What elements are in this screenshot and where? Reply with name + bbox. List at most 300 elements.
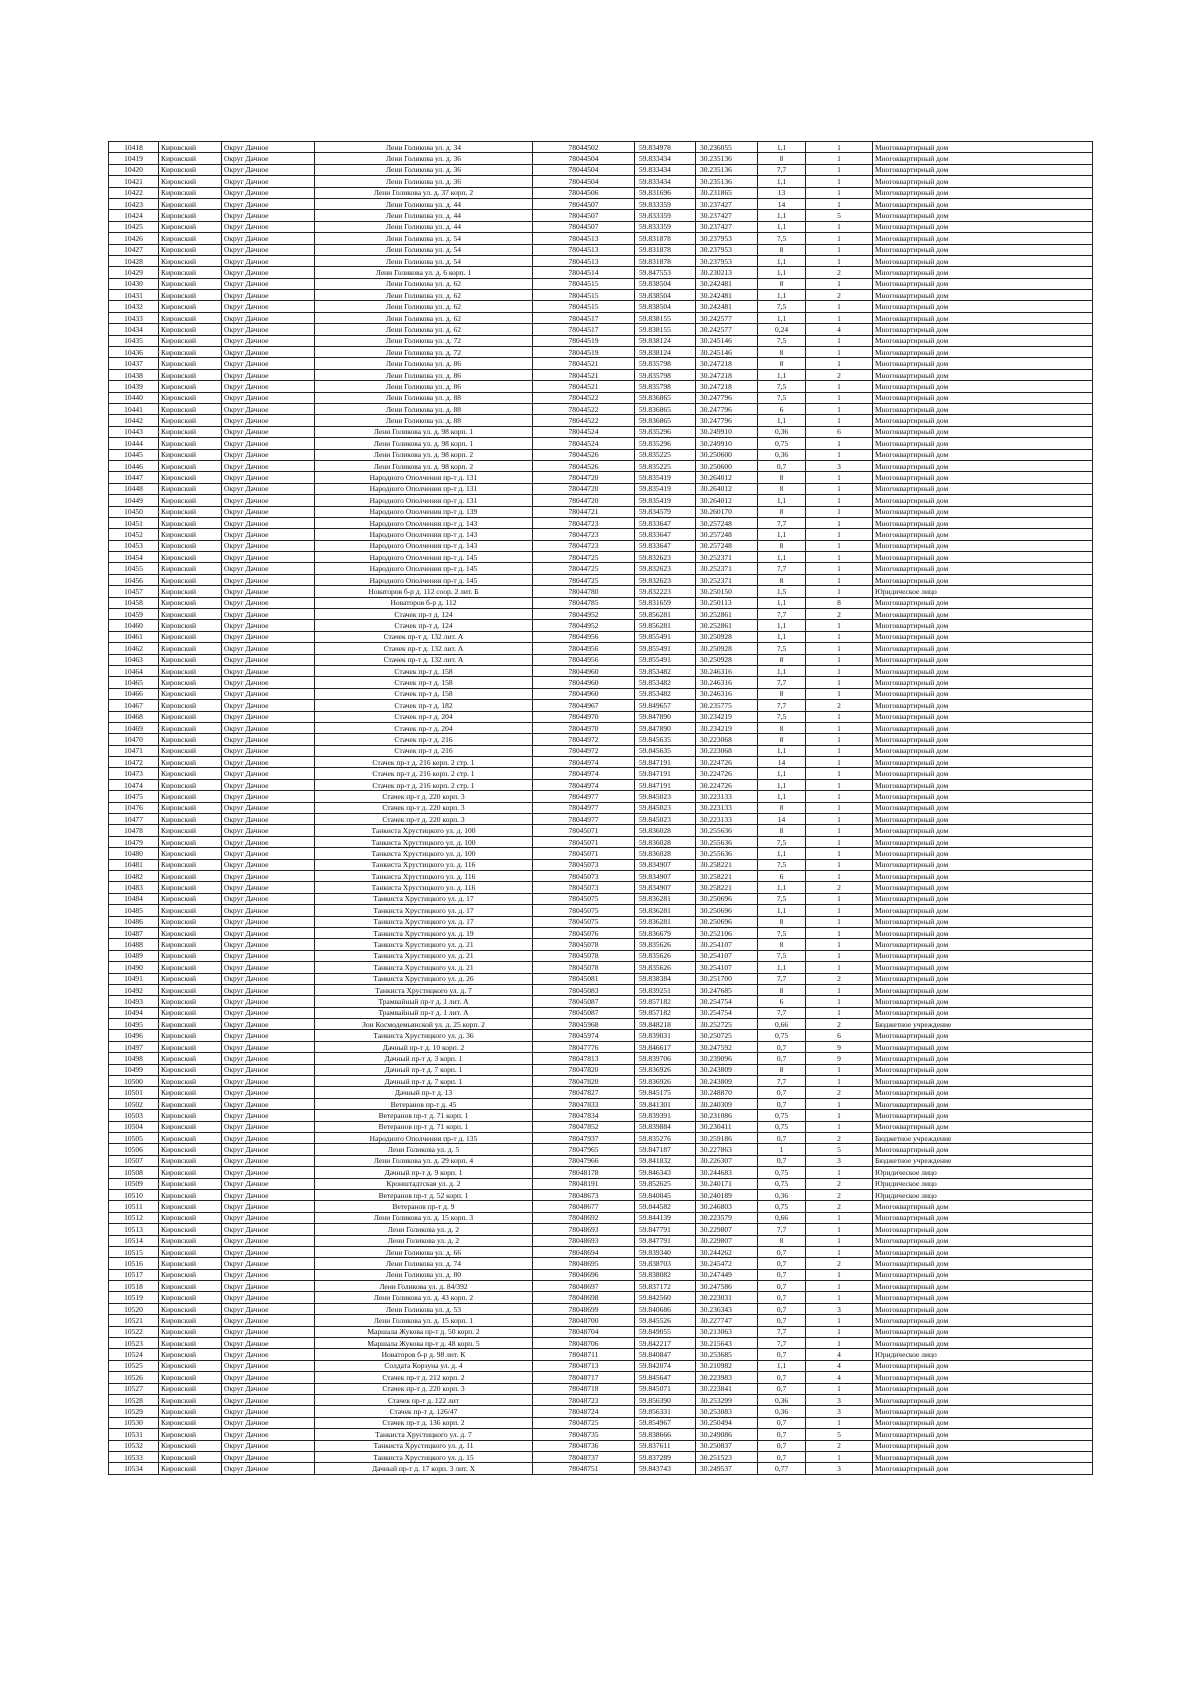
row-id: 10420: [109, 164, 159, 175]
count-cell: 1: [806, 506, 873, 517]
count-cell: 1: [806, 221, 873, 232]
latitude-cell: 59.836679: [635, 927, 696, 938]
latitude-cell: 59.836281: [635, 893, 696, 904]
count-cell: 1: [806, 871, 873, 882]
district-cell: Кировский: [159, 927, 222, 938]
address-cell: Стачек пр-т д. 220 корп. 3: [315, 791, 533, 802]
count-cell: 1: [806, 1098, 873, 1109]
address-cell: Лени Голикова ул. д. 54: [315, 255, 533, 266]
district-cell: Кировский: [159, 210, 222, 221]
row-id: 10508: [109, 1167, 159, 1178]
address-cell: Стачек пр-т д. 204: [315, 711, 533, 722]
longitude-cell: 30.236343: [696, 1303, 758, 1314]
row-id: 10526: [109, 1372, 159, 1383]
municipality-cell: Округ Дачное: [222, 757, 315, 768]
type-cell: Многоквартирный дом: [873, 1007, 1093, 1018]
type-cell: Многоквартирный дом: [873, 779, 1093, 790]
longitude-cell: 30.223068: [696, 734, 758, 745]
count-cell: 1: [806, 164, 873, 175]
latitude-cell: 59.852625: [635, 1178, 696, 1189]
row-id: 10518: [109, 1281, 159, 1292]
latitude-cell: 59.833647: [635, 529, 696, 540]
latitude-cell: 59.835798: [635, 369, 696, 380]
latitude-cell: 59.840847: [635, 1349, 696, 1360]
row-id: 10477: [109, 814, 159, 825]
volume-cell: 1,1: [758, 415, 806, 426]
table-row: [109, 1201, 1093, 1212]
district-cell: Кировский: [159, 1372, 222, 1383]
volume-cell: 7,5: [758, 950, 806, 961]
volume-cell: 7,7: [758, 609, 806, 620]
row-id: 10475: [109, 791, 159, 802]
district-cell: Кировский: [159, 335, 222, 346]
volume-cell: 0,7: [758, 1292, 806, 1303]
longitude-cell: 30.223133: [696, 791, 758, 802]
code-cell: 78048677: [533, 1201, 635, 1212]
type-cell: Многоквартирный дом: [873, 950, 1093, 961]
code-cell: 78047852: [533, 1121, 635, 1132]
row-id: 10439: [109, 381, 159, 392]
address-cell: Народного Ополчения пр-т д. 135: [315, 1132, 533, 1143]
longitude-cell: 30.253083: [696, 1406, 758, 1417]
longitude-cell: 30.235775: [696, 700, 758, 711]
count-cell: 1: [806, 859, 873, 870]
count-cell: 1: [806, 1235, 873, 1246]
latitude-cell: 59.836281: [635, 916, 696, 927]
address-cell: Лени Голикова ул. д. 37 корп. 2: [315, 187, 533, 198]
code-cell: 78048696: [533, 1269, 635, 1280]
table-row: [109, 1132, 1093, 1143]
latitude-cell: 59.832623: [635, 552, 696, 563]
longitude-cell: 30.237953: [696, 255, 758, 266]
latitude-cell: 59.843743: [635, 1463, 696, 1474]
municipality-cell: Округ Дачное: [222, 244, 315, 255]
longitude-cell: 30.253299: [696, 1394, 758, 1405]
longitude-cell: 30.258221: [696, 859, 758, 870]
type-cell: Многоквартирный дом: [873, 358, 1093, 369]
district-cell: Кировский: [159, 301, 222, 312]
table-row: [109, 745, 1093, 756]
code-cell: 78045078: [533, 962, 635, 973]
address-cell: Стачек пр-т д. 132 лит. А: [315, 643, 533, 654]
longitude-cell: 30.223579: [696, 1212, 758, 1223]
district-cell: Кировский: [159, 1201, 222, 1212]
volume-cell: 14: [758, 198, 806, 209]
volume-cell: 0,75: [758, 1121, 806, 1132]
district-cell: Кировский: [159, 836, 222, 847]
municipality-cell: Округ Дачное: [222, 1121, 315, 1132]
municipality-cell: Округ Дачное: [222, 1394, 315, 1405]
longitude-cell: 30.257248: [696, 529, 758, 540]
address-cell: Лени Голикова ул. д. 29 корп. 4: [315, 1155, 533, 1166]
volume-cell: 7,5: [758, 836, 806, 847]
row-id: 10449: [109, 495, 159, 506]
count-cell: 1: [806, 574, 873, 585]
code-cell: 78044517: [533, 312, 635, 323]
code-cell: 78045071: [533, 848, 635, 859]
code-cell: 78044515: [533, 278, 635, 289]
table-row: [109, 586, 1093, 597]
address-cell: Народного Ополчения пр-т д. 143: [315, 540, 533, 551]
count-cell: 1: [806, 563, 873, 574]
latitude-cell: 59.835626: [635, 950, 696, 961]
district-cell: Кировский: [159, 1053, 222, 1064]
municipality-cell: Округ Дачное: [222, 324, 315, 335]
count-cell: 5: [806, 1429, 873, 1440]
table-row: [109, 848, 1093, 859]
municipality-cell: Округ Дачное: [222, 1429, 315, 1440]
table-row: [109, 1258, 1093, 1269]
municipality-cell: Округ Дачное: [222, 631, 315, 642]
latitude-cell: 59.855491: [635, 654, 696, 665]
volume-cell: 1,1: [758, 962, 806, 973]
count-cell: 1: [806, 950, 873, 961]
district-cell: Кировский: [159, 722, 222, 733]
address-cell: Танкиста Хрустицкого ул. д. 11: [315, 1440, 533, 1451]
address-cell: Ветеранов пр-т д. 71 корп. 1: [315, 1110, 533, 1121]
type-cell: Многоквартирный дом: [873, 1224, 1093, 1235]
longitude-cell: 30.235136: [696, 176, 758, 187]
district-cell: Кировский: [159, 916, 222, 927]
longitude-cell: 30.229807: [696, 1224, 758, 1235]
district-cell: Кировский: [159, 506, 222, 517]
volume-cell: 7,5: [758, 335, 806, 346]
address-cell: Дачный пр-т д. 7 корп. 1: [315, 1064, 533, 1075]
type-cell: Многоквартирный дом: [873, 665, 1093, 676]
count-cell: 1: [806, 643, 873, 654]
latitude-cell: 59.838666: [635, 1429, 696, 1440]
count-cell: 1: [806, 1292, 873, 1303]
type-cell: Многоквартирный дом: [873, 1030, 1093, 1041]
code-cell: 78044974: [533, 768, 635, 779]
volume-cell: 1,1: [758, 312, 806, 323]
type-cell: Многоквартирный дом: [873, 278, 1093, 289]
code-cell: 78048699: [533, 1303, 635, 1314]
municipality-cell: Округ Дачное: [222, 1258, 315, 1269]
address-cell: Лени Голикова ул. д. 98 корп. 2: [315, 449, 533, 460]
volume-cell: 8: [758, 358, 806, 369]
code-cell: 78048718: [533, 1383, 635, 1394]
latitude-cell: 59.857182: [635, 996, 696, 1007]
code-cell: 78048717: [533, 1372, 635, 1383]
count-cell: 1: [806, 415, 873, 426]
district-cell: Кировский: [159, 745, 222, 756]
table-row: [109, 1429, 1093, 1440]
address-cell: Лени Голикова ул. д. 86: [315, 381, 533, 392]
count-cell: 1: [806, 438, 873, 449]
code-cell: 78044526: [533, 449, 635, 460]
latitude-cell: 59.833647: [635, 517, 696, 528]
longitude-cell: 30.234219: [696, 711, 758, 722]
code-cell: 78045076: [533, 927, 635, 938]
table-row: [109, 290, 1093, 301]
district-cell: Кировский: [159, 187, 222, 198]
latitude-cell: 59.849657: [635, 700, 696, 711]
municipality-cell: Округ Дачное: [222, 1053, 315, 1064]
municipality-cell: Округ Дачное: [222, 358, 315, 369]
address-cell: Стачек пр-т д. 216 корп. 2 стр. 1: [315, 757, 533, 768]
code-cell: 78044513: [533, 233, 635, 244]
table-row: [109, 495, 1093, 506]
volume-cell: 0,7: [758, 1087, 806, 1098]
type-cell: Многоквартирный дом: [873, 187, 1093, 198]
municipality-cell: Округ Дачное: [222, 609, 315, 620]
district-cell: Кировский: [159, 221, 222, 232]
municipality-cell: Округ Дачное: [222, 1030, 315, 1041]
row-id: 10437: [109, 358, 159, 369]
table-row: [109, 1098, 1093, 1109]
address-cell: Танкиста Хрустицкого ул. д. 36: [315, 1030, 533, 1041]
table-row: [109, 1246, 1093, 1257]
volume-cell: 8: [758, 278, 806, 289]
type-cell: Многоквартирный дом: [873, 1246, 1093, 1257]
table-row: [109, 1349, 1093, 1360]
count-cell: 1: [806, 984, 873, 995]
address-cell: Стачек пр-т д. 124: [315, 609, 533, 620]
longitude-cell: 30.251700: [696, 973, 758, 984]
municipality-cell: Округ Дачное: [222, 665, 315, 676]
latitude-cell: 59.833359: [635, 210, 696, 221]
row-id: 10460: [109, 620, 159, 631]
address-cell: Трамвайный пр-т д. 1 лит. А: [315, 996, 533, 1007]
count-cell: 1: [806, 688, 873, 699]
type-cell: Многоквартирный дом: [873, 415, 1093, 426]
municipality-cell: Округ Дачное: [222, 950, 315, 961]
code-cell: 78045075: [533, 905, 635, 916]
type-cell: Многоквартирный дом: [873, 381, 1093, 392]
type-cell: Многоквартирный дом: [873, 392, 1093, 403]
district-cell: Кировский: [159, 620, 222, 631]
latitude-cell: 59.831659: [635, 597, 696, 608]
volume-cell: 7,5: [758, 301, 806, 312]
count-cell: 2: [806, 290, 873, 301]
count-cell: 1: [806, 1383, 873, 1394]
type-cell: Многоквартирный дом: [873, 290, 1093, 301]
row-id: 10421: [109, 176, 159, 187]
row-id: 10489: [109, 950, 159, 961]
longitude-cell: 30.229807: [696, 1235, 758, 1246]
code-cell: 78044720: [533, 495, 635, 506]
longitude-cell: 30.227747: [696, 1315, 758, 1326]
code-cell: 78044956: [533, 654, 635, 665]
longitude-cell: 30.231086: [696, 1110, 758, 1121]
table-row: [109, 757, 1093, 768]
longitude-cell: 30.250928: [696, 631, 758, 642]
code-cell: 78047965: [533, 1144, 635, 1155]
longitude-cell: 30.226307: [696, 1155, 758, 1166]
type-cell: Многоквартирный дом: [873, 233, 1093, 244]
table-row: [109, 1121, 1093, 1132]
type-cell: Многоквартирный дом: [873, 1326, 1093, 1337]
municipality-cell: Округ Дачное: [222, 996, 315, 1007]
address-cell: Танкиста Хрустицкого ул. д. 19: [315, 927, 533, 938]
row-id: 10481: [109, 859, 159, 870]
count-cell: 2: [806, 1132, 873, 1143]
table-row: [109, 221, 1093, 232]
table-row: [109, 1326, 1093, 1337]
district-cell: Кировский: [159, 529, 222, 540]
code-cell: 78048700: [533, 1315, 635, 1326]
table-row: [109, 620, 1093, 631]
municipality-cell: Округ Дачное: [222, 962, 315, 973]
municipality-cell: Округ Дачное: [222, 574, 315, 585]
longitude-cell: 30.224726: [696, 779, 758, 790]
latitude-cell: 59.856390: [635, 1394, 696, 1405]
municipality-cell: Округ Дачное: [222, 278, 315, 289]
table-row: [109, 597, 1093, 608]
volume-cell: 7,5: [758, 711, 806, 722]
code-cell: 78044515: [533, 301, 635, 312]
volume-cell: 7,5: [758, 859, 806, 870]
count-cell: 1: [806, 745, 873, 756]
table-row: [109, 1338, 1093, 1349]
count-cell: 1: [806, 768, 873, 779]
type-cell: Многоквартирный дом: [873, 973, 1093, 984]
volume-cell: 8: [758, 1064, 806, 1075]
address-cell: Ветеранов пр-т д. 45: [315, 1098, 533, 1109]
row-id: 10448: [109, 483, 159, 494]
volume-cell: 0,75: [758, 1110, 806, 1121]
code-cell: 78045087: [533, 996, 635, 1007]
volume-cell: 0,7: [758, 1281, 806, 1292]
table-row: [109, 722, 1093, 733]
type-cell: Многоквартирный дом: [873, 369, 1093, 380]
longitude-cell: 30.250696: [696, 916, 758, 927]
row-id: 10499: [109, 1064, 159, 1075]
address-cell: Ветеранов пр-т д. 71 корп. 1: [315, 1121, 533, 1132]
latitude-cell: 59.839706: [635, 1053, 696, 1064]
municipality-cell: Округ Дачное: [222, 290, 315, 301]
municipality-cell: Округ Дачное: [222, 1155, 315, 1166]
table-row: [109, 449, 1093, 460]
type-cell: Многоквартирный дом: [873, 1417, 1093, 1428]
address-cell: Танкиста Хрустицкого ул. д. 116: [315, 871, 533, 882]
count-cell: 3: [806, 1394, 873, 1405]
type-cell: Многоквартирный дом: [873, 1144, 1093, 1155]
volume-cell: 8: [758, 654, 806, 665]
address-cell: Танкиста Хрустицкого ул. д. 21: [315, 939, 533, 950]
table-row: [109, 1030, 1093, 1041]
count-cell: 2: [806, 1201, 873, 1212]
count-cell: 2: [806, 1258, 873, 1269]
longitude-cell: 30.246316: [696, 688, 758, 699]
type-cell: Многоквартирный дом: [873, 324, 1093, 335]
address-cell: Стачек пр-т д. 220 корп. 3: [315, 802, 533, 813]
municipality-cell: Округ Дачное: [222, 1417, 315, 1428]
district-cell: Кировский: [159, 905, 222, 916]
municipality-cell: Округ Дачное: [222, 403, 315, 414]
district-cell: Кировский: [159, 688, 222, 699]
longitude-cell: 30.224726: [696, 768, 758, 779]
volume-cell: 7,5: [758, 233, 806, 244]
table-row: [109, 540, 1093, 551]
table-row: [109, 1224, 1093, 1235]
address-cell: Лени Голикова ул. д. 15 корп. 3: [315, 1212, 533, 1223]
count-cell: 1: [806, 962, 873, 973]
district-cell: Кировский: [159, 369, 222, 380]
count-cell: 1: [806, 1121, 873, 1132]
longitude-cell: 30.252371: [696, 552, 758, 563]
row-id: 10528: [109, 1394, 159, 1405]
address-cell: Лени Голикова ул. д. 72: [315, 335, 533, 346]
municipality-cell: Округ Дачное: [222, 893, 315, 904]
longitude-cell: 30.254107: [696, 950, 758, 961]
address-cell: Лени Голикова ул. д. 86: [315, 369, 533, 380]
count-cell: 1: [806, 358, 873, 369]
volume-cell: 1,1: [758, 882, 806, 893]
type-cell: Многоквартирный дом: [873, 631, 1093, 642]
municipality-cell: Округ Дачное: [222, 392, 315, 403]
longitude-cell: 30.247218: [696, 358, 758, 369]
address-cell: Лени Голикова ул. д. 2: [315, 1235, 533, 1246]
district-cell: Кировский: [159, 312, 222, 323]
row-id: 10440: [109, 392, 159, 403]
volume-cell: 8: [758, 347, 806, 358]
row-id: 10500: [109, 1076, 159, 1087]
count-cell: 1: [806, 449, 873, 460]
count-cell: 8: [806, 597, 873, 608]
type-cell: Многоквартирный дом: [873, 335, 1093, 346]
code-cell: 78047776: [533, 1041, 635, 1052]
district-cell: Кировский: [159, 848, 222, 859]
volume-cell: 0,7: [758, 1258, 806, 1269]
type-cell: Многоквартирный дом: [873, 1121, 1093, 1132]
row-id: 10504: [109, 1121, 159, 1132]
latitude-cell: 59.845023: [635, 791, 696, 802]
latitude-cell: 59.836028: [635, 836, 696, 847]
longitude-cell: 30.258221: [696, 882, 758, 893]
longitude-cell: 30.237427: [696, 198, 758, 209]
municipality-cell: Округ Дачное: [222, 734, 315, 745]
code-cell: 78044974: [533, 779, 635, 790]
longitude-cell: 30.246316: [696, 665, 758, 676]
type-cell: Многоквартирный дом: [873, 347, 1093, 358]
row-id: 10473: [109, 768, 159, 779]
table-row: [109, 1372, 1093, 1383]
code-cell: 78044504: [533, 164, 635, 175]
volume-cell: 0,7: [758, 1417, 806, 1428]
code-cell: 78044972: [533, 734, 635, 745]
district-cell: Кировский: [159, 1144, 222, 1155]
municipality-cell: Округ Дачное: [222, 1372, 315, 1383]
district-cell: Кировский: [159, 1326, 222, 1337]
count-cell: 1: [806, 893, 873, 904]
district-cell: Кировский: [159, 859, 222, 870]
count-cell: 9: [806, 1053, 873, 1064]
count-cell: 1: [806, 711, 873, 722]
address-cell: Лени Голикова ул. д. 98 корп. 2: [315, 460, 533, 471]
count-cell: 1: [806, 198, 873, 209]
code-cell: 78044785: [533, 597, 635, 608]
longitude-cell: 30.240171: [696, 1178, 758, 1189]
type-cell: Многоквартирный дом: [873, 255, 1093, 266]
type-cell: Многоквартирный дом: [873, 734, 1093, 745]
address-cell: Лени Голикова ул. д. 54: [315, 233, 533, 244]
code-cell: 78044519: [533, 347, 635, 358]
table-row: [109, 688, 1093, 699]
type-cell: Бюджетное учреждение: [873, 1019, 1093, 1030]
address-cell: Лени Голикова ул. д. 62: [315, 301, 533, 312]
table-row: [109, 210, 1093, 221]
municipality-cell: Округ Дачное: [222, 335, 315, 346]
district-cell: Кировский: [159, 1463, 222, 1474]
district-cell: Кировский: [159, 996, 222, 1007]
table-row: [109, 278, 1093, 289]
district-cell: Кировский: [159, 403, 222, 414]
address-cell: Зои Космодемьянской ул. д. 25 корп. 2: [315, 1019, 533, 1030]
type-cell: Многоквартирный дом: [873, 1076, 1093, 1087]
row-id: 10534: [109, 1463, 159, 1474]
